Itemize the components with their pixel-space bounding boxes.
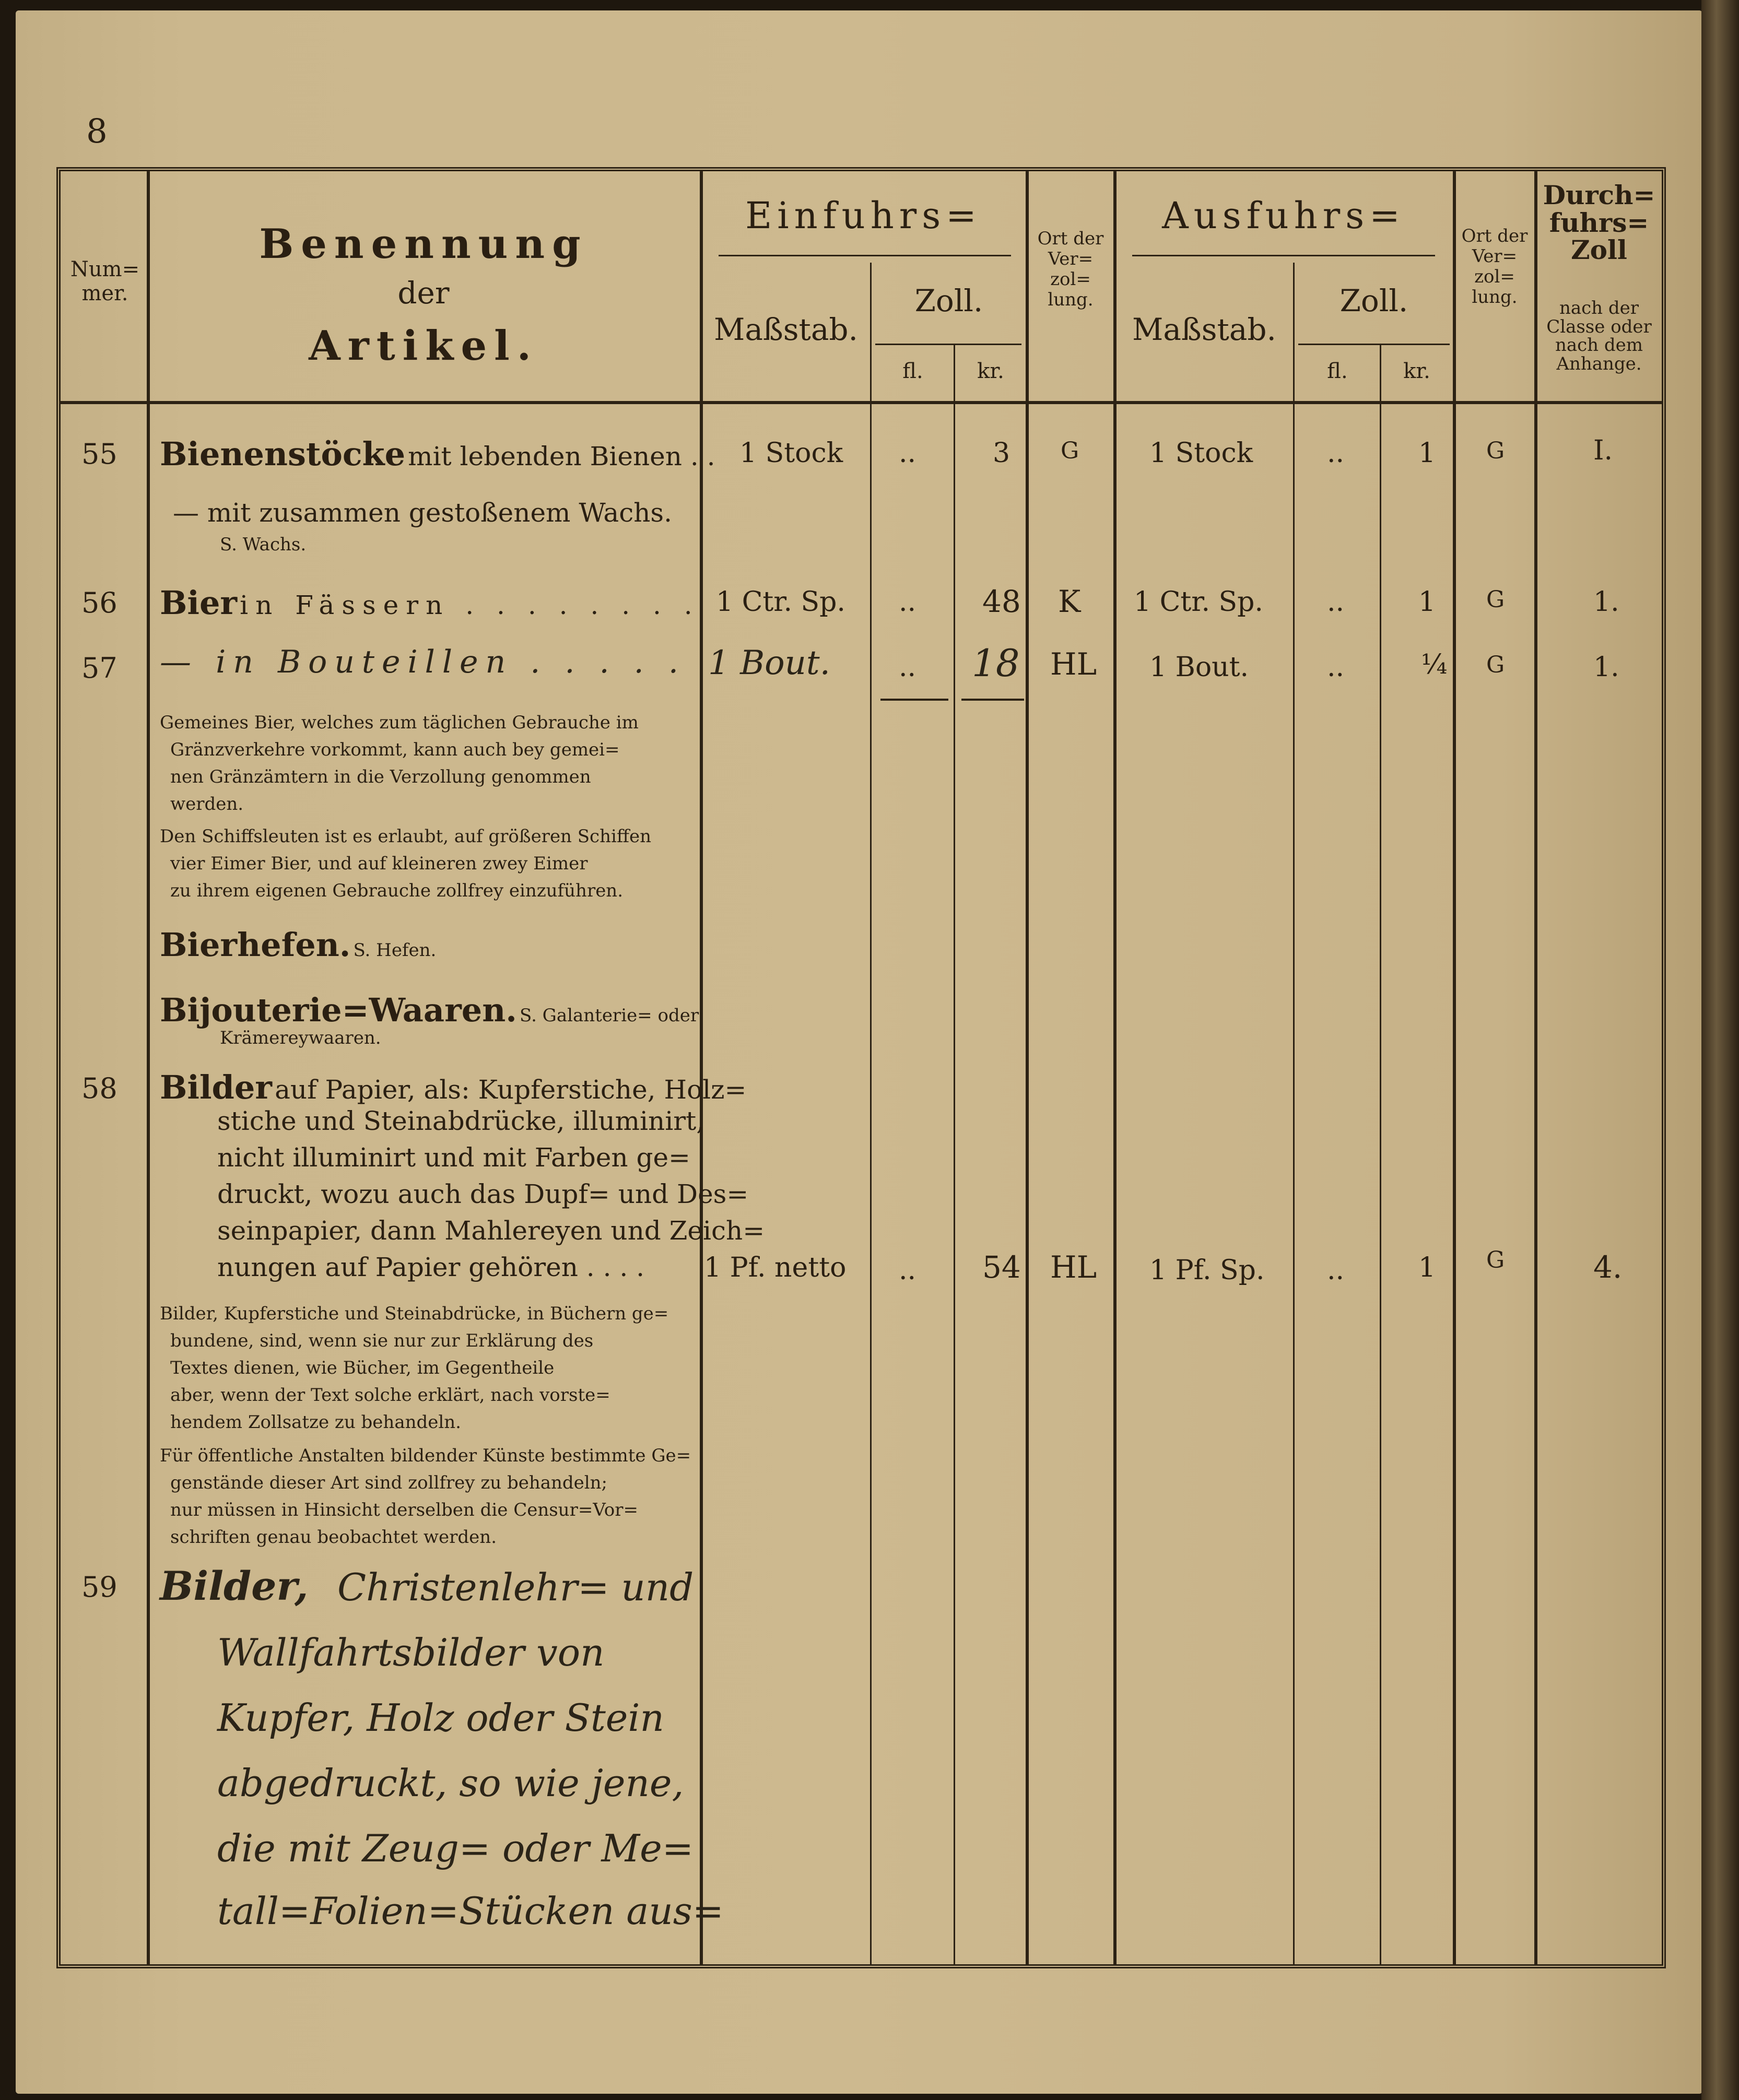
article-line-handwritten: Wallfahrtsbilder von [217,1631,605,1674]
export-location: G [1486,438,1505,464]
export-measure: 1 Ctr. Sp. [1134,586,1263,618]
col-rule [1380,344,1381,1964]
header-benennung: Benennung [259,220,588,268]
header-einfuhrs: Einfuhrs= [745,194,982,237]
row-number: 57 [81,652,118,685]
article-line: nungen auf Papier gehören . . . . [217,1252,645,1282]
article-line-handwritten: Kupfer, Holz oder Stein [217,1696,664,1740]
note-line: Textes dienen, wie Bücher, im Gegentheile [170,1358,555,1378]
header-durchfuhrs: Durch= fuhrs= Zoll [1543,180,1655,265]
article-name: Bierhefen. S. Hefen. [160,926,437,964]
col-rule [954,344,955,1964]
export-kr: 1 [1418,1252,1436,1283]
export-kr: 1 [1418,438,1436,469]
col-rule [1534,171,1537,1964]
note-line: nen Gränzämtern in die Verzollung genommen [170,766,591,787]
header-der: der [397,275,450,311]
col-rule [870,263,872,1964]
header-kr-ausfuhr: kr. [1403,359,1430,383]
article-line-handwritten: die mit Zeug= oder Me= [217,1826,694,1870]
note-line: schriften genau beobachtet werden. [170,1527,497,1548]
book-gutter [1701,0,1739,2100]
article-name-handwritten: Bilder, [160,1563,309,1609]
note-line: vier Eimer Bier, und auf kleineren zwey Eimer [170,853,588,874]
header-zoll-ausfuhr: Zoll. [1340,283,1408,318]
article-reference: S. Wachs. [220,534,307,555]
col-rule [147,171,150,1964]
article-name-handwritten: — in Bouteillen . . . . . [160,644,686,680]
note-line: Den Schiffsleuten ist es erlaubt, auf größeren Schiffen [160,826,652,847]
article-line: stiche und Steinabdrücke, illuminirt, [217,1106,705,1136]
export-fl: .. [1327,652,1345,683]
header-artikel: Artikel. [309,322,538,370]
note-line: werden. [170,794,244,815]
export-fl: .. [1327,438,1345,469]
transit-class: I. [1593,435,1613,466]
export-kr: ¼ [1421,649,1448,680]
header-rule [1298,344,1450,345]
import-fl: .. [899,1255,916,1286]
header-nummer: Num= mer. [70,257,140,305]
header-rule [1132,255,1435,256]
row-number: 56 [81,586,118,619]
article-reference: Krämereywaaren. [220,1028,381,1048]
export-location: G [1486,586,1505,613]
export-measure: 1 Pf. Sp. [1149,1255,1265,1286]
note-line: hendem Zollsatze zu behandeln. [170,1412,461,1433]
row-number: 58 [81,1072,118,1105]
import-location: K [1058,584,1081,619]
article-subline: — mit zusammen gestoßenem Wachs. [173,498,672,528]
export-measure: 1 Bout. [1149,652,1249,683]
export-measure: 1 Stock [1149,438,1253,469]
export-kr: 1 [1418,586,1436,618]
note-line: Gemeines Bier, welches zum täglichen Gebrauche im [160,712,639,733]
note-line: Gränzverkehre vorkommt, kann auch bey gemei= [170,739,620,760]
note-line: nur müssen in Hinsicht derselben die Censur=Vor= [170,1500,638,1520]
col-rule [1293,263,1295,1964]
import-kr: 48 [982,584,1021,619]
note-line: Für öffentliche Anstalten bildender Künste bestimmte Ge= [160,1445,691,1466]
article-line-handwritten: Christenlehr= und [337,1565,694,1609]
article-line-handwritten: tall=Folien=Stücken aus= [217,1889,724,1933]
import-measure: 1 Stock [739,438,843,469]
row-number: 59 [81,1571,118,1603]
export-fl: .. [1327,1255,1345,1286]
transit-class: 4. [1593,1249,1623,1285]
article-line: seinpapier, dann Mahlereyen und Zeich= [217,1216,765,1246]
note-line: zu ihrem eigenen Gebrauche zollfrey einzuführen. [170,880,624,901]
import-kr-handwritten: 18 [972,641,1020,685]
import-location: HL [1050,1249,1097,1285]
page-number: 8 [86,112,108,151]
import-measure: 1 Pf. netto [704,1252,847,1283]
header-ort-einfuhr: Ort der Ver= zol= lung. [1037,228,1104,311]
export-fl: .. [1327,586,1345,618]
transit-class: 1. [1593,586,1619,618]
import-kr: 3 [993,438,1011,469]
import-kr: 54 [982,1249,1021,1285]
header-fl: fl. [902,359,923,383]
col-rule [1453,171,1456,1964]
import-measure: 1 Ctr. Sp. [716,586,845,618]
header-kr: kr. [977,359,1004,383]
note-line: bundene, sind, wenn sie nur zur Erklärung des [170,1330,594,1351]
note-line: genstände dieser Art sind zollfrey zu behandeln; [170,1472,608,1493]
col-rule [1113,171,1117,1964]
import-measure-handwritten: 1 Bout. [708,644,830,682]
header-fl-ausfuhr: fl. [1327,359,1348,383]
header-zoll: Zoll. [914,283,983,318]
export-location: G [1486,1247,1505,1273]
article-name: Bijouterie=Waaren. S. Galanterie= oder [160,991,699,1029]
import-fl: .. [899,586,916,618]
import-location: G [1061,438,1079,464]
tariff-table [56,167,1666,1968]
row-number: 55 [81,438,118,470]
article-line: nicht illuminirt und mit Farben ge= [217,1142,690,1173]
header-classe: nach der Classe oder nach dem Anhange. [1546,298,1652,375]
export-location: G [1486,652,1505,678]
note-line: Bilder, Kupferstiche und Steinabdrücke, in Büchern ge= [160,1303,669,1324]
header-rule [875,344,1021,345]
header-rule [61,401,1662,404]
import-location: HL [1050,646,1097,682]
header-massstab: Maßstab. [714,312,858,347]
transit-class: 1. [1593,652,1619,683]
underline [880,699,948,701]
header-ausfuhrs: Ausfuhrs= [1162,194,1405,237]
import-fl: .. [899,652,916,683]
article-name: Bilder auf Papier, als: Kupferstiche, Holz= [160,1068,747,1106]
underline [961,699,1024,701]
article-line-handwritten: abgedruckt, so wie jene, [217,1761,684,1805]
article-name: Bier in Fässern . . . . . . . . [160,584,700,622]
header-rule [719,255,1011,256]
col-rule [1026,171,1029,1964]
header-massstab-ausfuhr: Maßstab. [1132,312,1276,347]
header-ort-ausfuhr: Ort der Ver= zol= lung. [1461,226,1528,308]
note-line: aber, wenn der Text solche erklärt, nach vorste= [170,1385,610,1406]
import-fl: .. [899,438,916,469]
article-name: Bienenstöcke mit lebenden Bienen . . [160,435,715,473]
article-line: druckt, wozu auch das Dupf= und Des= [217,1179,749,1209]
